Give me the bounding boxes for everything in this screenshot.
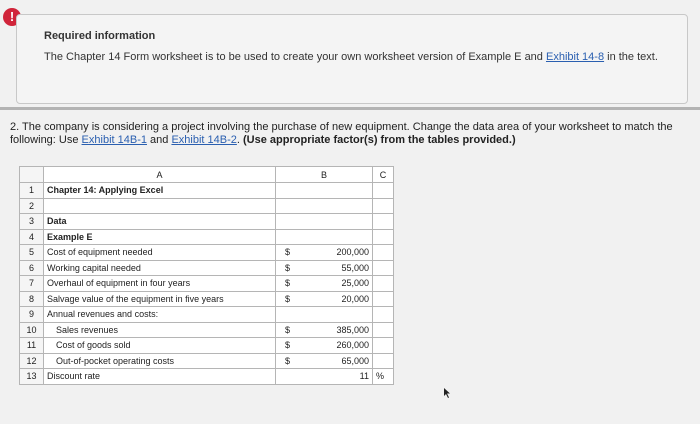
row-number: 4 [20, 229, 44, 245]
required-info-text-before: The Chapter 14 Form worksheet is to be used to create your own worksheet version of Example E and [44, 51, 546, 63]
cell-b[interactable] [276, 291, 373, 307]
column-header-row [20, 167, 394, 183]
cell-a[interactable] [44, 198, 276, 214]
column-header-b[interactable]: B [276, 167, 373, 183]
currency-symbol: $ [285, 262, 291, 273]
cell-b[interactable] [276, 260, 373, 276]
exhibit-14b-2-link[interactable]: Exhibit 14B-2 [171, 134, 237, 146]
cell-a[interactable]: Working capital needed [44, 260, 276, 276]
currency-symbol: $ [285, 278, 291, 289]
cell-b-content [279, 340, 369, 350]
question-mid: and [146, 134, 172, 146]
cell-c[interactable] [373, 245, 394, 261]
cell-c[interactable] [373, 229, 394, 245]
cell-c[interactable] [373, 276, 394, 292]
cell-value: 25,000 [341, 278, 369, 289]
cell-b-content [279, 371, 369, 381]
cell-a[interactable]: Discount rate [44, 369, 276, 385]
cell-b[interactable] [276, 198, 373, 214]
required-info-text-after: in the text. [604, 51, 658, 63]
cell-a[interactable]: Out-of-pocket operating costs [44, 353, 276, 369]
cell-c[interactable] [373, 307, 394, 323]
cell-b-content [279, 263, 369, 273]
cell-c[interactable] [373, 183, 394, 199]
cell-a[interactable]: Data [44, 214, 276, 230]
column-header-c[interactable]: C [373, 167, 394, 183]
table-row [20, 245, 394, 261]
exhibit-14-8-link[interactable]: Exhibit 14-8 [545, 51, 605, 63]
row-number: 1 [20, 183, 44, 199]
cell-b-content [279, 278, 369, 288]
cell-c[interactable] [373, 322, 394, 338]
row-number: 6 [20, 260, 44, 276]
row-number: 2 [20, 198, 44, 214]
currency-symbol: $ [285, 293, 291, 304]
exhibit-14b-1-link[interactable]: Exhibit 14B-1 [81, 134, 147, 146]
row-number: 10 [20, 322, 44, 338]
currency-symbol: $ [285, 355, 291, 366]
cell-b-content [279, 294, 369, 304]
cell-b[interactable] [276, 338, 373, 354]
table-row [20, 322, 394, 338]
mouse-pointer-icon [444, 388, 452, 398]
table-row [20, 183, 394, 199]
worksheet-table [19, 166, 394, 385]
cell-a[interactable]: Cost of goods sold [44, 338, 276, 354]
cell-b[interactable] [276, 245, 373, 261]
table-row [20, 353, 394, 369]
cell-b[interactable] [276, 322, 373, 338]
cell-a[interactable]: Cost of equipment needed [44, 245, 276, 261]
table-row [20, 338, 394, 354]
section-divider [0, 107, 700, 110]
question-instruction: (Use appropriate factor(s) from the tables provided.) [243, 134, 516, 146]
row-number: 9 [20, 307, 44, 323]
cell-c[interactable] [373, 291, 394, 307]
row-number: 8 [20, 291, 44, 307]
row-number: 13 [20, 369, 44, 385]
required-info-text [44, 51, 664, 64]
cell-a[interactable]: Overhaul of equipment in four years [44, 276, 276, 292]
cell-b[interactable] [276, 183, 373, 199]
table-row [20, 260, 394, 276]
cell-b[interactable] [276, 229, 373, 245]
table-row [20, 229, 394, 245]
cell-a[interactable]: Sales revenues [44, 322, 276, 338]
cell-b[interactable] [276, 276, 373, 292]
exclamation-alert-icon: ! [3, 8, 21, 26]
column-header-a[interactable]: A [44, 167, 276, 183]
cell-a[interactable]: Annual revenues and costs: [44, 307, 276, 323]
cell-c[interactable] [373, 260, 394, 276]
cell-value: 385,000 [336, 324, 369, 335]
currency-symbol: $ [285, 324, 291, 335]
question-after: . [236, 134, 244, 146]
cell-c[interactable] [373, 353, 394, 369]
cell-value: 65,000 [341, 355, 369, 366]
cell-b-content [279, 325, 369, 335]
cell-b-content [279, 356, 369, 366]
cell-c[interactable] [373, 338, 394, 354]
cell-b[interactable] [276, 214, 373, 230]
cell-b[interactable] [276, 369, 373, 385]
required-info-title: Required information [44, 30, 156, 42]
cell-b[interactable] [276, 307, 373, 323]
worksheet-body [20, 183, 394, 385]
cell-value: 20,000 [341, 293, 369, 304]
currency-symbol: $ [285, 247, 291, 258]
row-number: 12 [20, 353, 44, 369]
row-number: 3 [20, 214, 44, 230]
row-number: 7 [20, 276, 44, 292]
currency-symbol [279, 371, 285, 381]
cell-a[interactable]: Example E [44, 229, 276, 245]
cell-b-content [279, 247, 369, 257]
cell-value: 11 [359, 371, 369, 382]
cell-value: 200,000 [336, 247, 369, 258]
table-row [20, 307, 394, 323]
table-row [20, 214, 394, 230]
table-row [20, 198, 394, 214]
cell-c[interactable]: % [373, 369, 394, 385]
cell-a[interactable]: Salvage value of the equipment in five years [44, 291, 276, 307]
table-row [20, 276, 394, 292]
corner-cell [20, 167, 44, 183]
cell-value: 55,000 [341, 262, 369, 273]
currency-symbol: $ [285, 340, 291, 351]
cell-c[interactable] [373, 214, 394, 230]
row-number: 5 [20, 245, 44, 261]
row-number: 11 [20, 338, 44, 354]
cell-value: 260,000 [336, 340, 369, 351]
question-text [10, 121, 690, 147]
cell-a[interactable]: Chapter 14: Applying Excel [44, 183, 276, 199]
table-row [20, 291, 394, 307]
cell-c[interactable] [373, 198, 394, 214]
cell-b[interactable] [276, 353, 373, 369]
question-lead: 2. The company is considering a project involving the purchase of new equipment. Change the data area of your worksheet to match the following: Use [10, 121, 673, 146]
table-row [20, 369, 394, 385]
